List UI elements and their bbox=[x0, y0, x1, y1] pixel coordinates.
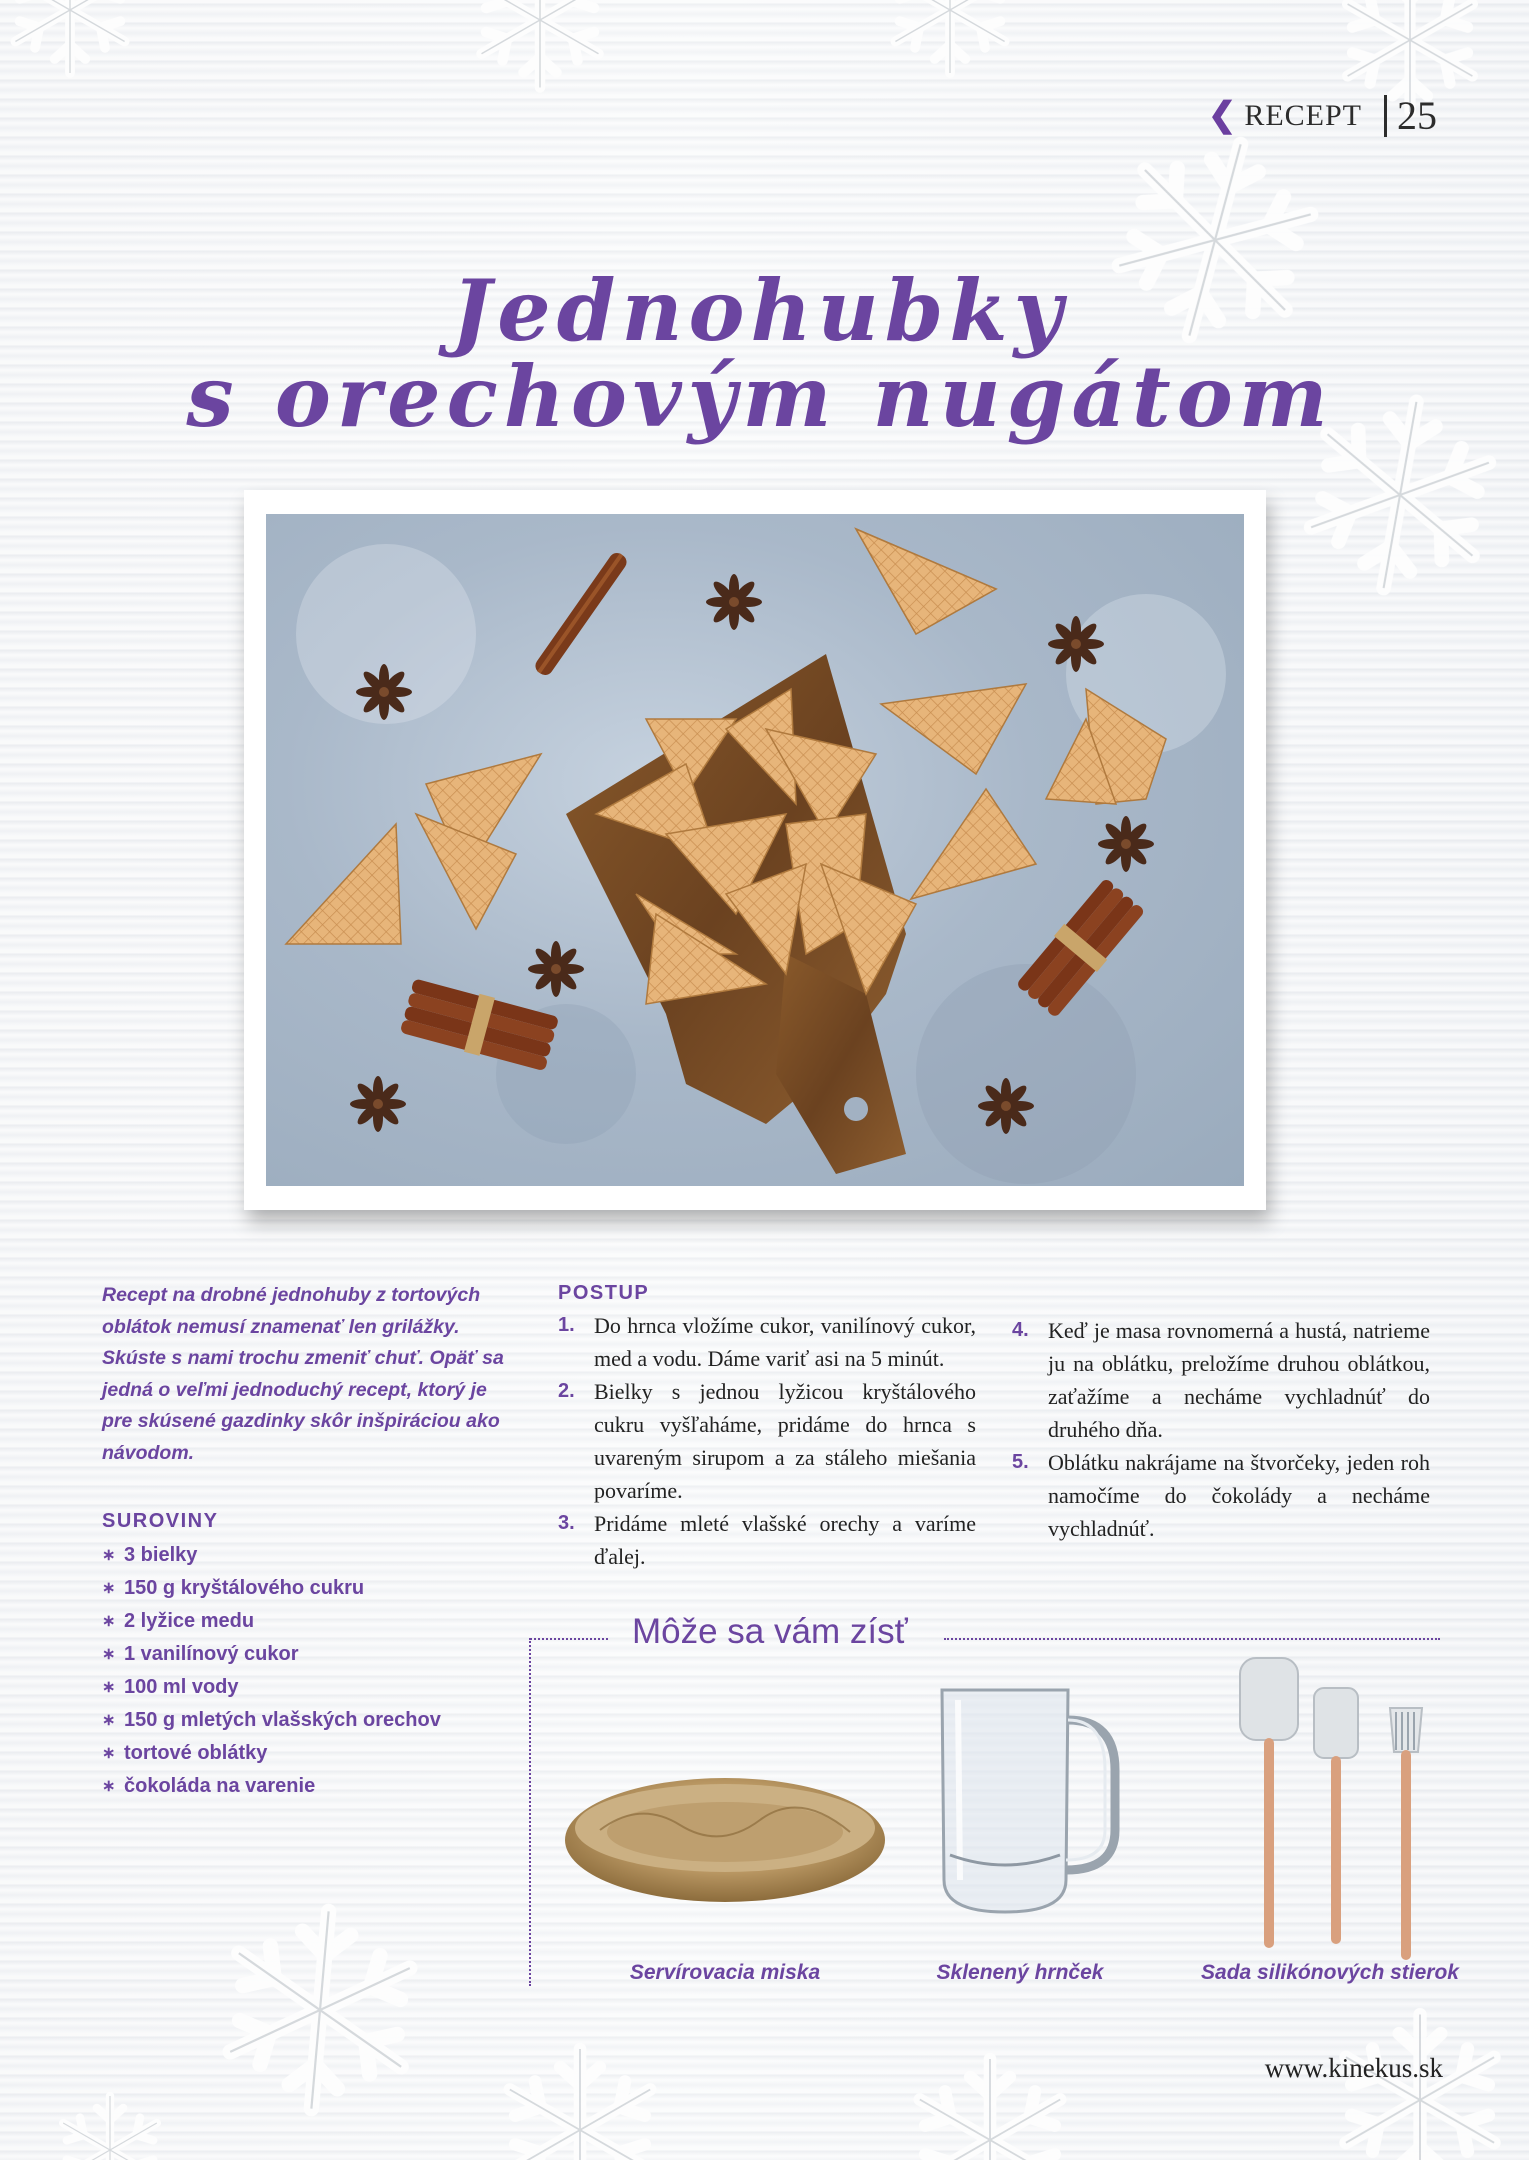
step-item bbox=[1012, 1446, 1430, 1545]
product-serving-bowl[interactable] bbox=[560, 1740, 890, 2000]
list-item bbox=[102, 1704, 522, 1737]
method-column-1 bbox=[558, 1282, 976, 1573]
section-label: RECEPT bbox=[1244, 98, 1362, 132]
method-steps bbox=[1012, 1314, 1430, 1545]
step-text: Keď je masa rovnomerná a hustá, natrieme ju na oblátku, preložíme druhou oblátkou, zaťažíme a necháme vychladnúť do druhého dňa. bbox=[1048, 1318, 1430, 1442]
list-item bbox=[102, 1572, 522, 1605]
bullet-icon: ∗ bbox=[102, 1679, 116, 1696]
product-glass-mug[interactable] bbox=[920, 1680, 1120, 2000]
footer-url[interactable]: www.kinekus.sk bbox=[1264, 2053, 1443, 2083]
glass-mug-icon bbox=[920, 1680, 1120, 1920]
bullet-icon: ∗ bbox=[102, 1745, 116, 1762]
step-text: Do hrnca vložíme cukor, vanilínový cukor, med a vodu. Dáme variť asi na 5 minút. bbox=[594, 1313, 976, 1371]
title-line-1: Jednohubky bbox=[451, 261, 1069, 360]
ingredient-text: čokoláda na varenie bbox=[124, 1775, 316, 1797]
header-divider bbox=[1384, 95, 1387, 137]
bowl-icon bbox=[560, 1740, 890, 1920]
divider bbox=[529, 1638, 531, 1986]
ingredient-text: 3 bielky bbox=[124, 1544, 198, 1566]
ingredient-text: 100 ml vody bbox=[124, 1676, 239, 1698]
chevron-left-icon: ❮ bbox=[1207, 96, 1237, 134]
step-text: Bielky s jednou lyžicou kryštálového cukru vyšľaháme, pridáme do hrnca s uvareným sirupom a za stáleho miešania povaríme. bbox=[594, 1379, 976, 1503]
bullet-icon: ∗ bbox=[102, 1613, 116, 1630]
step-text: Oblátku nakrájame na štvorčeky, jeden roh namočíme do čokolády a necháme vychladnúť. bbox=[1048, 1450, 1430, 1541]
intro-text: Recept na drobné jednohuby z tortových oblátok nemusí znamenať len grilážky. Skúste s nami trochu zmeniť chuť. Opäť sa jedná o veľmi jednoduchý recept, ktorý je pre skúsené gazdinky skôr inšpiráciou ako návodom. bbox=[102, 1284, 504, 1464]
step-item bbox=[558, 1507, 976, 1573]
bullet-icon: ∗ bbox=[102, 1712, 116, 1729]
bullet-icon: ∗ bbox=[102, 1580, 116, 1597]
product-label: Servírovacia miska bbox=[629, 1961, 821, 1984]
ingredient-text: 2 lyžice medu bbox=[124, 1610, 255, 1632]
step-item bbox=[558, 1375, 976, 1507]
recipe-intro bbox=[102, 1280, 512, 1469]
method-steps bbox=[558, 1309, 976, 1573]
page-header bbox=[1208, 92, 1437, 139]
bullet-icon: ∗ bbox=[102, 1646, 116, 1663]
step-item bbox=[1012, 1314, 1430, 1446]
bullet-icon: ∗ bbox=[102, 1547, 116, 1564]
recipe-photo bbox=[266, 514, 1244, 1186]
list-item bbox=[102, 1770, 522, 1803]
spatula-set-icon bbox=[1200, 1652, 1460, 1962]
page-number: 25 bbox=[1397, 93, 1437, 138]
ingredient-text: tortové oblátky bbox=[124, 1742, 268, 1764]
list-item bbox=[102, 1638, 522, 1671]
list-item bbox=[102, 1737, 522, 1770]
recipe-title bbox=[120, 261, 1400, 446]
step-text: Pridáme mleté vlašské orechy a varíme ďalej. bbox=[594, 1511, 976, 1569]
products-heading: Môže sa vám zísť bbox=[632, 1612, 908, 1651]
wafer-photo-illustration bbox=[266, 514, 1244, 1186]
ingredient-text: 150 g kryštálového cukru bbox=[124, 1577, 365, 1599]
divider bbox=[944, 1638, 1440, 1640]
ingredient-text: 150 g mletých vlašských orechov bbox=[124, 1709, 441, 1731]
list-item bbox=[102, 1605, 522, 1638]
divider bbox=[530, 1638, 608, 1640]
list-item bbox=[102, 1671, 522, 1704]
ingredients-heading: SUROVINY bbox=[102, 1510, 219, 1532]
step-number: 4. bbox=[1012, 1319, 1029, 1341]
product-label: Sada silikónových stierok bbox=[1201, 1961, 1459, 1984]
step-number: 5. bbox=[1012, 1451, 1029, 1473]
ingredients-section bbox=[102, 1510, 522, 1803]
ingredients-list bbox=[102, 1539, 522, 1803]
method-column-2 bbox=[1012, 1314, 1430, 1545]
product-spatula-set[interactable] bbox=[1200, 1652, 1460, 2022]
step-number: 3. bbox=[558, 1512, 575, 1534]
list-item bbox=[102, 1539, 522, 1572]
ingredient-text: 1 vanilínový cukor bbox=[124, 1643, 299, 1665]
title-line-2: s orechovým nugátom bbox=[186, 347, 1334, 446]
bullet-icon: ∗ bbox=[102, 1778, 116, 1795]
step-number: 1. bbox=[558, 1314, 575, 1336]
step-item bbox=[558, 1309, 976, 1375]
product-label: Sklenený hrnček bbox=[936, 1961, 1104, 1984]
method-heading: POSTUP bbox=[558, 1282, 650, 1304]
step-number: 2. bbox=[558, 1380, 575, 1402]
recipe-photo-frame bbox=[244, 490, 1266, 1210]
